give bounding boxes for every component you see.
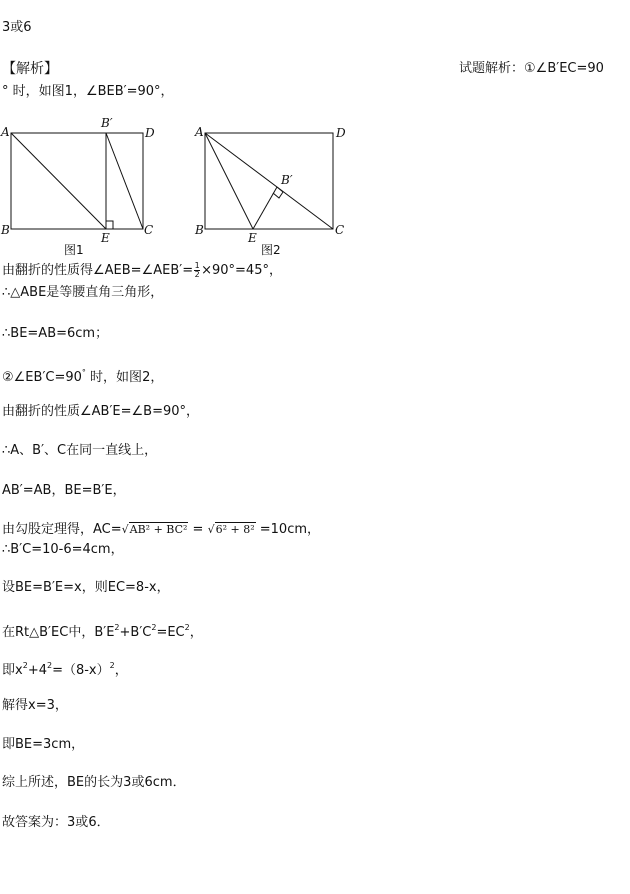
fig2-right-angle-mark: [273, 187, 283, 198]
final-answer-line: 故答案为：3或6．: [2, 815, 110, 830]
collinear-line: ∴A、B′、C在同一直线上，: [2, 443, 158, 458]
figure-1: [0, 112, 180, 262]
equation-line: 即$x^2+4^2=(8-x)^2$，: [2, 661, 128, 678]
fig1-label-Bp: B′: [101, 116, 113, 130]
fig1-label-D: D: [145, 126, 155, 140]
fig2-label-C: C: [335, 223, 345, 237]
isoceles-line: ∴△ABE是等腰直角三角形，: [2, 285, 164, 300]
fig2-label-A: A: [195, 125, 204, 139]
let-line: 设BE=B′E=x，则EC=8-x，: [2, 580, 170, 595]
summary-line: 综上所述，BE的长为3或6cm．: [2, 775, 186, 790]
fig2-label-Bp: B′: [281, 173, 293, 187]
analysis-heading: 【解析】: [2, 61, 58, 77]
fig1-label-B: B: [1, 223, 10, 237]
fig1-label-E: E: [101, 231, 110, 245]
fig2-line-AE: [205, 133, 253, 229]
fig1-label-A: A: [1, 125, 10, 139]
fig2-label-E: E: [248, 231, 257, 245]
fig2-line-AC: [205, 133, 333, 229]
answer-line: 3或6: [2, 20, 32, 35]
right-triangle-line: 在Rt△B′EC中，$B'E^2+B'C^2=EC^2$，: [2, 623, 203, 640]
fold-property-line-1: 由翻折的性质得∠AEB=∠AEB′= $\frac{1}{2}$ ×90°=45°，: [2, 261, 282, 279]
case1-line: ° 时，如图1，∠BEB′=90°，: [2, 84, 174, 99]
equal-sides-line: AB′=AB，BE=B′E，: [2, 483, 126, 498]
fold-property-line-2: 由翻折的性质∠AB′E=∠B=90°，: [2, 404, 200, 419]
fig1-rectangle: [11, 133, 143, 229]
fig2-label-D: D: [336, 126, 346, 140]
bpc-line: ∴B′C=10-6=4cm，: [2, 542, 124, 557]
case2-line: ②∠EB′C=90° 时，如图2，: [2, 368, 164, 385]
fig2-caption: 图2: [261, 243, 281, 257]
fig1-right-angle-mark: [106, 221, 113, 229]
pythagoras-line: 由勾股定理得，AC=√AB² + BC² = √6² + 8² =10cm，: [2, 522, 321, 537]
fraction-one-half: $\frac{1}{2}$: [194, 261, 200, 279]
be-equals-3-line: 即BE=3cm，: [2, 737, 85, 752]
fig1-line-BpC: [106, 133, 143, 229]
solve-line: 解得x=3，: [2, 698, 68, 713]
fig2-label-B: B: [195, 223, 204, 237]
fig1-line-AE: [11, 133, 106, 229]
fig1-caption: 图1: [64, 243, 84, 257]
be-equals-6-line: ∴BE=AB=6cm；: [2, 326, 109, 341]
fig1-label-C: C: [144, 223, 154, 237]
analysis-intro: 试题解析：①∠B′EC=90: [459, 61, 604, 76]
figure-2: [190, 112, 360, 262]
